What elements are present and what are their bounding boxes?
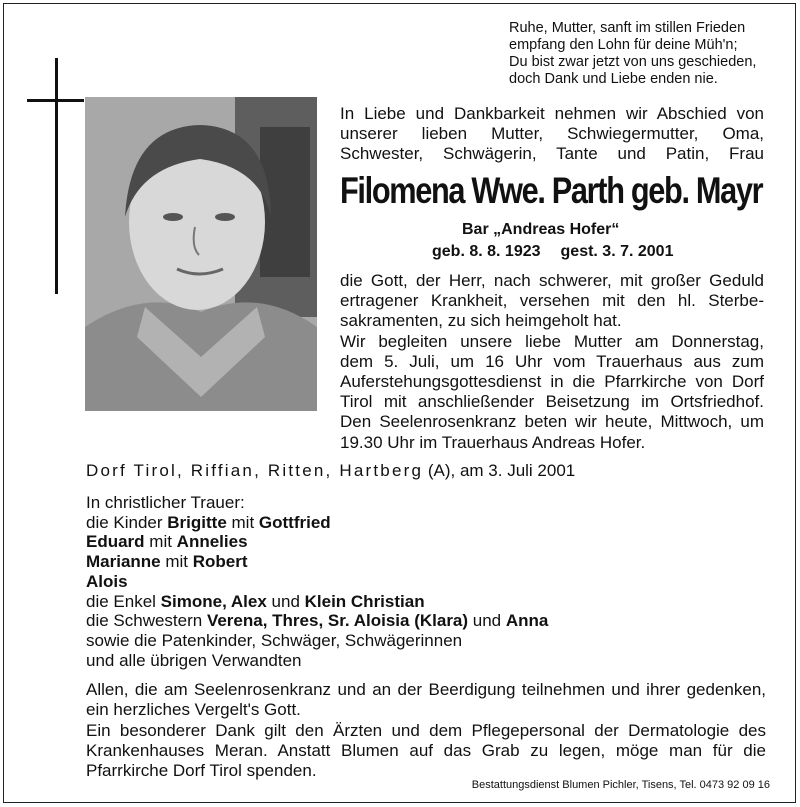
- death-date: gest. 3. 7. 2001: [560, 243, 674, 260]
- mourner-name: Marianne: [86, 552, 161, 572]
- place-date: (A), am 3. Juli 2001: [423, 461, 576, 480]
- mourner-text: mit: [144, 532, 177, 552]
- mourner-line: [86, 572, 548, 592]
- business-name: Bar „Andreas Hofer“: [462, 221, 620, 238]
- mourner-text: In christlicher Trauer:: [86, 493, 245, 512]
- poem-line: Ruhe, Mutter, sanft im stillen Frieden: [509, 20, 746, 36]
- intro-line: In Liebe und Dankbarkeit nehmen wir Abschied von: [340, 104, 764, 123]
- thanks-line: Allen, die am Seelenrosenkranz und an der Beerdigung teilnehmen und ihrer gedenken,: [86, 680, 766, 699]
- cross-icon: [55, 58, 58, 294]
- poem-line: doch Dank und Liebe enden nie.: [509, 71, 718, 87]
- mourner-text: und alle übrigen Verwandten: [86, 650, 302, 670]
- mourner-line: [86, 631, 548, 651]
- mourner-line: [86, 552, 548, 572]
- mourner-text: die Schwestern: [86, 611, 207, 631]
- mourners-list: [86, 493, 548, 670]
- thanks-paragraph-2: [86, 721, 766, 781]
- place-date-line: [86, 461, 575, 481]
- intro-line: unserer lieben Mutter, Schwiegermutter, Oma,: [340, 124, 764, 143]
- intro-line: Schwester, Schwägerin, Tante und Patin, Frau: [340, 144, 764, 163]
- mourner-text: sowie die Patenkinder, Schwäger, Schwägerinnen: [86, 630, 463, 650]
- thanks-line: ein herzliches Vergelt's Gott.: [86, 700, 301, 719]
- mourner-name: Alois: [86, 571, 128, 591]
- mourner-name: Gottfried: [258, 512, 331, 532]
- funeral-service-credit: Bestattungsdienst Blumen Pichler, Tisens, Tel. 0473 92 09 16: [471, 779, 770, 791]
- thanks-line: Pfarrkirche Dorf Tirol spenden.: [86, 761, 317, 780]
- poem: [509, 20, 756, 88]
- body-line: die Gott, der Herr, nach schwerer, mit großer Geduld: [340, 271, 764, 290]
- body-line: ertragener Krankheit, versehen mit den hl. Sterbe-: [340, 291, 764, 311]
- thanks-line: Ein besonderer Dank gilt den Ärzten und dem Pflegepersonal der Dermatologie des: [86, 721, 766, 740]
- mourner-name: Eduard: [86, 532, 145, 552]
- mourner-text: die Kinder: [86, 512, 168, 532]
- funeral-details: [340, 271, 764, 453]
- mourner-name: Annelies: [176, 532, 248, 552]
- birth-date: geb. 8. 8. 1923: [432, 243, 541, 260]
- body-line: Auferstehungsgottesdienst in die Pfarrkirche von Dorf: [340, 372, 764, 392]
- mourner-name: Simone, Alex: [160, 591, 267, 611]
- mourner-line: [86, 651, 548, 671]
- intro-text: [340, 104, 764, 164]
- mourner-line: [86, 611, 548, 631]
- body-line: Den Seelenrosenkranz beten wir heute, Mittwoch, um: [340, 412, 764, 432]
- poem-line: Du bist zwar jetzt von uns geschieden,: [509, 54, 757, 70]
- mourner-text: und: [468, 611, 506, 631]
- mourner-name: Verena, Thres, Sr. Aloisia (Klara): [206, 611, 469, 631]
- mourner-text: und: [266, 591, 305, 611]
- mourner-name: Brigitte: [167, 512, 227, 532]
- life-dates: [432, 243, 673, 261]
- body-line: sakramenten, zu sich heimgeholt hat.: [340, 311, 622, 331]
- mourner-text: die Enkel: [86, 591, 161, 611]
- mourner-text: mit: [160, 552, 193, 572]
- deceased-name: Filomena Wwe. Parth geb. Mayr: [340, 170, 763, 211]
- mourner-name: Klein Christian: [304, 591, 425, 611]
- portrait-photo: [85, 97, 317, 411]
- thanks-line: Krankenhauses Meran. Anstatt Blumen auf das Grab zu legen, möge man für die: [86, 741, 766, 760]
- mourner-name: Anna: [505, 611, 549, 631]
- towns: Dorf Tirol, Riffian, Ritten, Hartberg: [86, 461, 424, 480]
- thanks-paragraph-1: [86, 680, 766, 720]
- body-line: 19.30 Uhr im Trauerhaus Andreas Hofer.: [340, 432, 646, 452]
- mourner-text: mit: [226, 512, 259, 532]
- mourner-name: Robert: [192, 552, 248, 572]
- poem-line: empfang den Lohn für deine Müh'n;: [509, 37, 738, 53]
- mourner-line: [86, 513, 548, 533]
- body-line: Tirol mit anschließender Beisetzung im Ortsfriedhof.: [340, 392, 764, 412]
- mourner-line: [86, 493, 548, 513]
- body-line: dem 5. Juli, um 16 Uhr vom Trauerhaus aus zum: [340, 351, 764, 371]
- body-line: Wir begleiten unsere liebe Mutter am Donnerstag,: [340, 331, 764, 351]
- mourner-line: [86, 592, 548, 612]
- mourner-line: [86, 532, 548, 552]
- cross-icon-bar: [27, 99, 84, 102]
